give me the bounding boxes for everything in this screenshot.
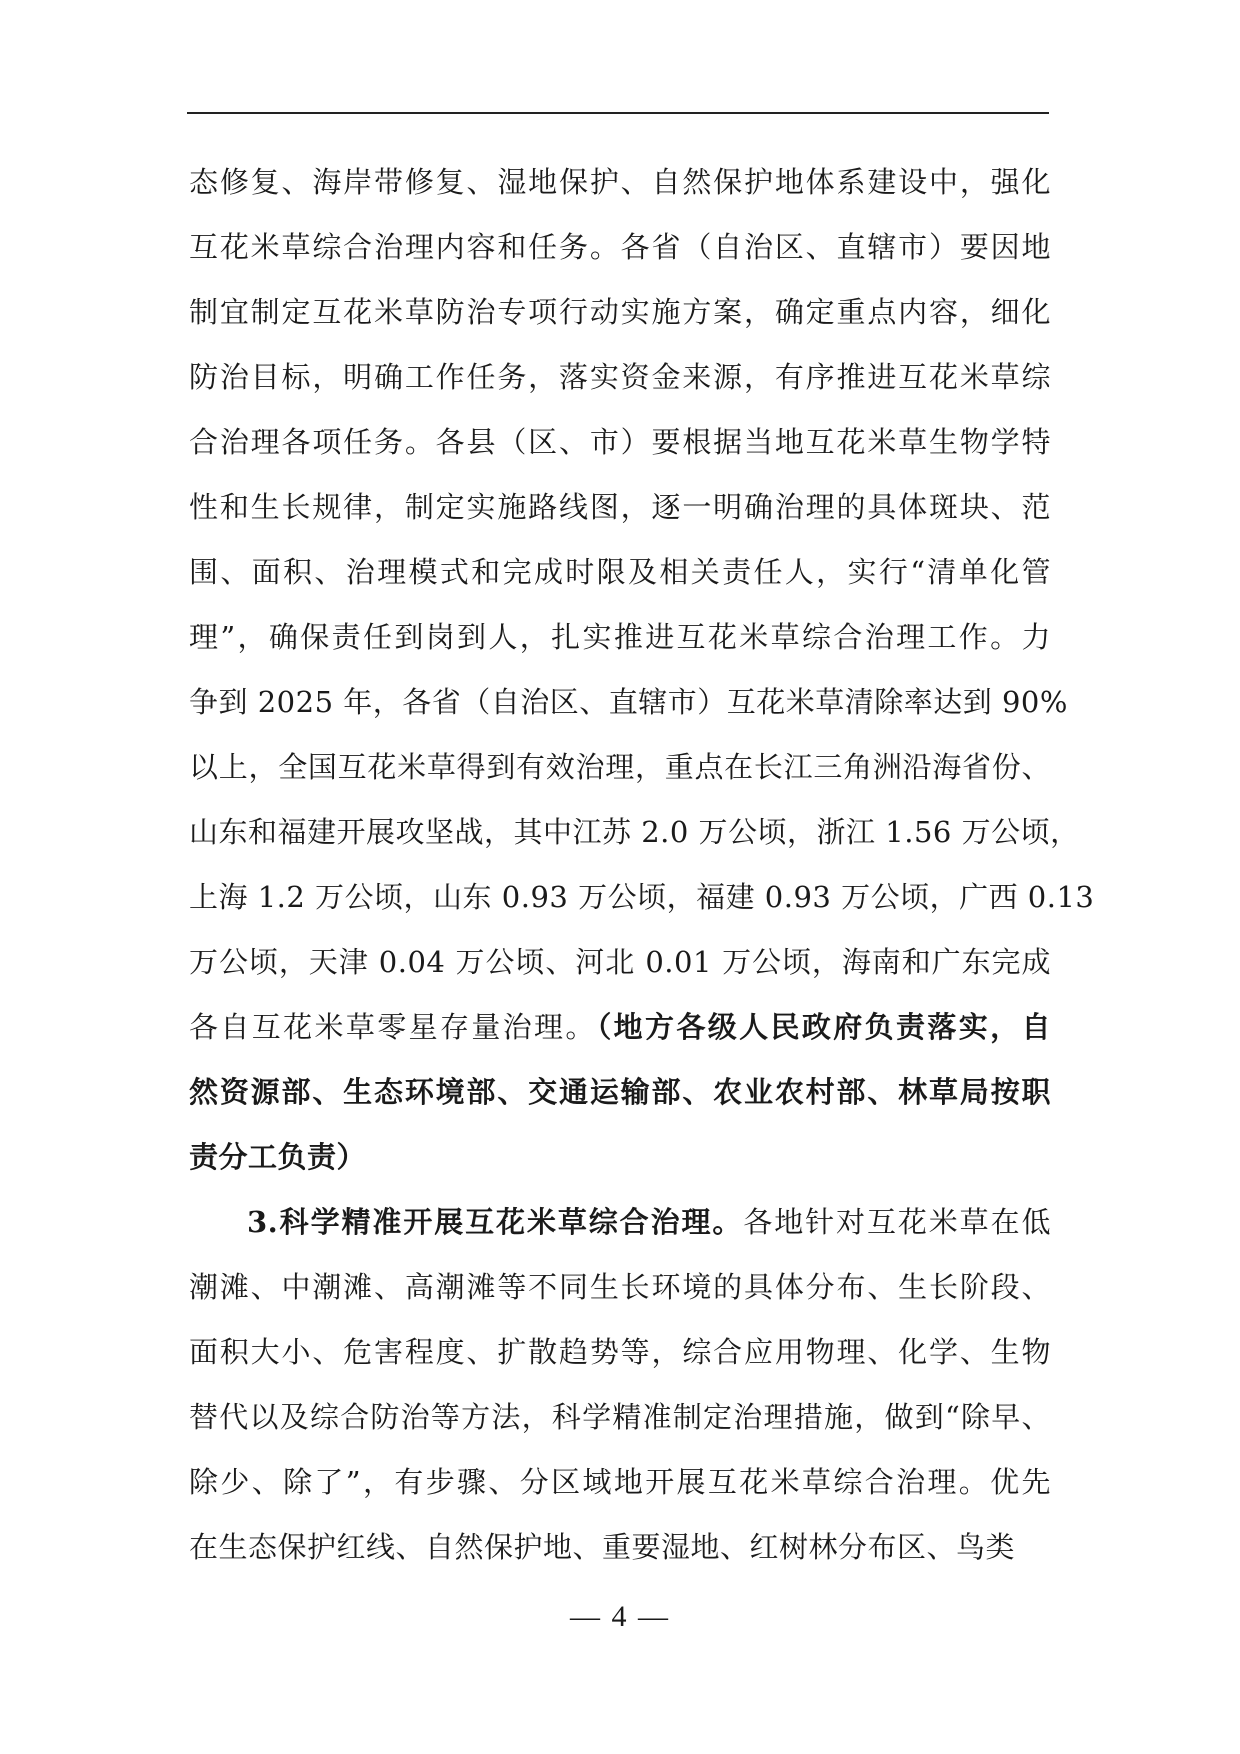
- text-run: 替代以及综合防治等方法，科学精准制定治理措施，做到“除早、: [189, 1400, 1051, 1434]
- text-line: [189, 280, 1051, 345]
- text-run: 各地针对互花米草在低: [743, 1205, 1051, 1239]
- document-body: [189, 150, 1095, 1580]
- bold-text-run: 3.科学精准开展互花米草综合治理。: [247, 1205, 744, 1239]
- text-run: 性和生长规律，制定实施路线图，逐一明确治理的具体斑块、范: [189, 490, 1051, 524]
- paragraph: [189, 150, 1095, 1190]
- bold-text-run: 责分工负责）: [189, 1140, 367, 1174]
- bold-text-run: （地方各级人民政府负责落实，自: [596, 1010, 1051, 1044]
- header-rule: [187, 112, 1049, 114]
- text-line: [189, 1320, 1051, 1385]
- text-run: 争到 2025 年，各省（自治区、直辖市）互花米草清除率达到 90%: [189, 685, 1068, 719]
- text-line: [189, 865, 1095, 930]
- text-line: [189, 1515, 1051, 1580]
- text-run: 山东和福建开展攻坚战，其中江苏 2.0 万公顷，浙江 1.56 万公顷，: [189, 815, 1080, 849]
- text-run: 除少、除了”，有步骤、分区域地开展互花米草综合治理。优先: [189, 1465, 1051, 1499]
- text-run: 上海 1.2 万公顷，山东 0.93 万公顷，福建 0.93 万公顷，广西 0.13: [189, 880, 1095, 914]
- text-run: 潮滩、中潮滩、高潮滩等不同生长环境的具体分布、生长阶段、: [189, 1270, 1051, 1304]
- text-run: 万公顷，天津 0.04 万公顷、河北 0.01 万公顷，海南和广东完成: [189, 945, 1051, 979]
- text-line: [189, 1125, 1051, 1190]
- text-line: [189, 1450, 1051, 1515]
- text-run: 态修复、海岸带修复、湿地保护、自然保护地体系建设中，强化: [189, 165, 1051, 199]
- text-run: 防治目标，明确工作任务，落实资金来源，有序推进互花米草综: [189, 360, 1051, 394]
- text-run: 合治理各项任务。各县（区、市）要根据当地互花米草生物学特: [189, 425, 1051, 459]
- text-line: [189, 1385, 1051, 1450]
- text-line: [189, 735, 1051, 800]
- text-line: [189, 670, 1068, 735]
- bold-text-run: 然资源部、生态环境部、交通运输部、农业农村部、林草局按职: [189, 1075, 1051, 1109]
- text-run: 在生态保护红线、自然保护地、重要湿地、红树林分布区、鸟类: [189, 1530, 1016, 1564]
- text-line: [189, 995, 1051, 1060]
- page-number: — 4 —: [570, 1600, 670, 1633]
- text-line: [189, 540, 1051, 605]
- paragraph: [189, 1190, 1051, 1580]
- text-line: [189, 605, 1051, 670]
- text-line: [189, 475, 1051, 540]
- text-line: [189, 410, 1051, 475]
- text-run: 围、面积、治理模式和完成时限及相关责任人，实行“清单化管: [189, 555, 1051, 589]
- text-line: [189, 345, 1051, 410]
- text-line: [189, 930, 1051, 995]
- text-run: 互花米草综合治理内容和任务。各省（自治区、直辖市）要因地: [189, 230, 1051, 264]
- text-run: 理”，确保责任到岗到人，扎实推进互花米草综合治理工作。力: [189, 620, 1051, 654]
- text-run: 面积大小、危害程度、扩散趋势等，综合应用物理、化学、生物: [189, 1335, 1051, 1369]
- text-line: [189, 800, 1080, 865]
- text-run: 以上，全国互花米草得到有效治理，重点在长江三角洲沿海省份、: [189, 750, 1051, 784]
- text-line: [189, 1190, 1051, 1255]
- text-run: 各自互花米草零星存量治理。: [189, 1010, 597, 1044]
- text-line: [189, 1060, 1051, 1125]
- text-line: [189, 1255, 1051, 1320]
- text-run: 制宜制定互花米草防治专项行动实施方案，确定重点内容，细化: [189, 295, 1051, 329]
- text-line: [189, 215, 1051, 280]
- text-line: [189, 150, 1051, 215]
